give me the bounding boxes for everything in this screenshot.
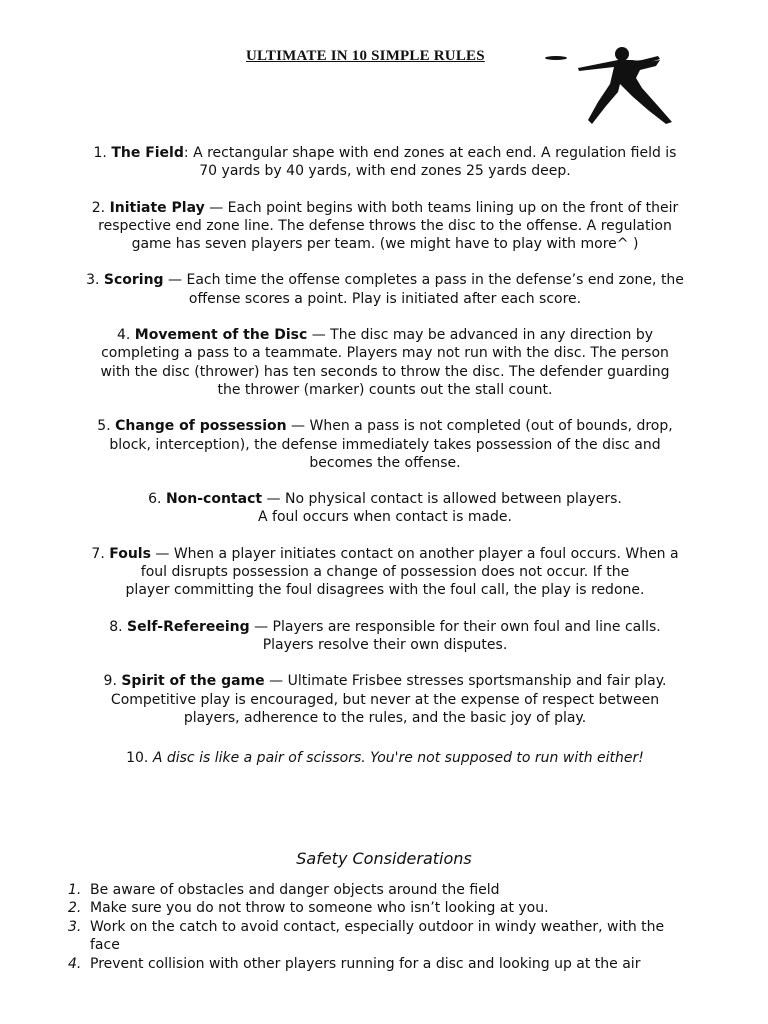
rule-6: 6. Non-contact — No physical contact is allowed between players. A foul occurs when contact is made. (148, 491, 622, 526)
list-item: 3. Work on the catch to avoid contact, especially outdoor in windy weather, with the face (68, 918, 665, 954)
rule-name: Fouls (109, 545, 151, 562)
safety-heading: Safety Considerations (296, 849, 472, 868)
rule-2: 2. Initiate Play — Each point begins with both teams lining up on the front of their respective end zone line. The defense throws the disc to the offense. A regulation game has seven players per team. (we might have to play with more^ ) (91, 199, 679, 253)
rule-10: 10. A disc is like a pair of scissors. You're not supposed to run with either! (126, 750, 644, 767)
rule-8: 8. Self-Refereeing — Players are responsible for their own foul and line calls. Players resolve their own disputes. (109, 618, 661, 653)
disc-icon (545, 56, 567, 60)
rule-1: 1. The Field: A rectangular shape with end zones at each end. A regulation field is 70 yards by 40 yards, with end zones 25 yards deep. (93, 145, 677, 180)
list-item: 4. Prevent collision with other players running for a disc and looking up at the air (68, 955, 641, 972)
page-title: ULTIMATE IN 10 SIMPLE RULES (246, 48, 485, 64)
list-item: 2. Make sure you do not throw to someone who isn’t looking at you. (68, 900, 549, 917)
rule-name: Scoring (103, 272, 164, 289)
rule-10-text: A disc is like a pair of scissors. You're not supposed to run with either! (152, 750, 644, 767)
safety-list (62, 881, 722, 973)
rule-name: Non-contact (165, 491, 263, 508)
rule-name: Change of possession (115, 418, 287, 435)
rule-name: Self-Refereeing (127, 618, 250, 635)
rule-9: 9. Spirit of the game — Ultimate Frisbee stresses sportsmanship and fair play. Competitive play is encouraged, but never at the expense of respect between players, adherence to the rules, and the basic joy of play. (103, 673, 667, 726)
rule-name: The Field (111, 145, 184, 161)
list-item: 1. Be aware of obstacles and danger objects around the field (68, 882, 500, 898)
rule-name: Spirit of the game (121, 673, 265, 690)
rule-3: 3. Scoring — Each time the offense completes a pass in the defense’s end zone, the offense scores a point. Play is initiated after each score. (86, 272, 684, 307)
rule-5: 5. Change of possession — When a pass is not completed (out of bounds, drop, block, interception), the defense immediately takes possession of the disc and becomes the offense. (97, 418, 673, 471)
rule-name: Movement of the Disc (134, 327, 308, 344)
frisbee-player-illustration (540, 40, 690, 132)
rule-name: Initiate Play (109, 199, 205, 216)
rules-list (55, 144, 715, 767)
rule-4: 4. Movement of the Disc — The disc may be advanced in any direction by completing a pass to a teammate. Players may not run with the disc. The person with the disc (thrower) has ten seconds to throw the disc. The defender guarding the thrower (marker) counts out the stall count. (100, 327, 670, 398)
rule-7: 7. Fouls — When a player initiates contact on another player a foul occurs. When a foul disrupts possession a change of possession does not occur. If the player committing the foul disagrees with the foul call, the play is redone. (91, 545, 679, 599)
